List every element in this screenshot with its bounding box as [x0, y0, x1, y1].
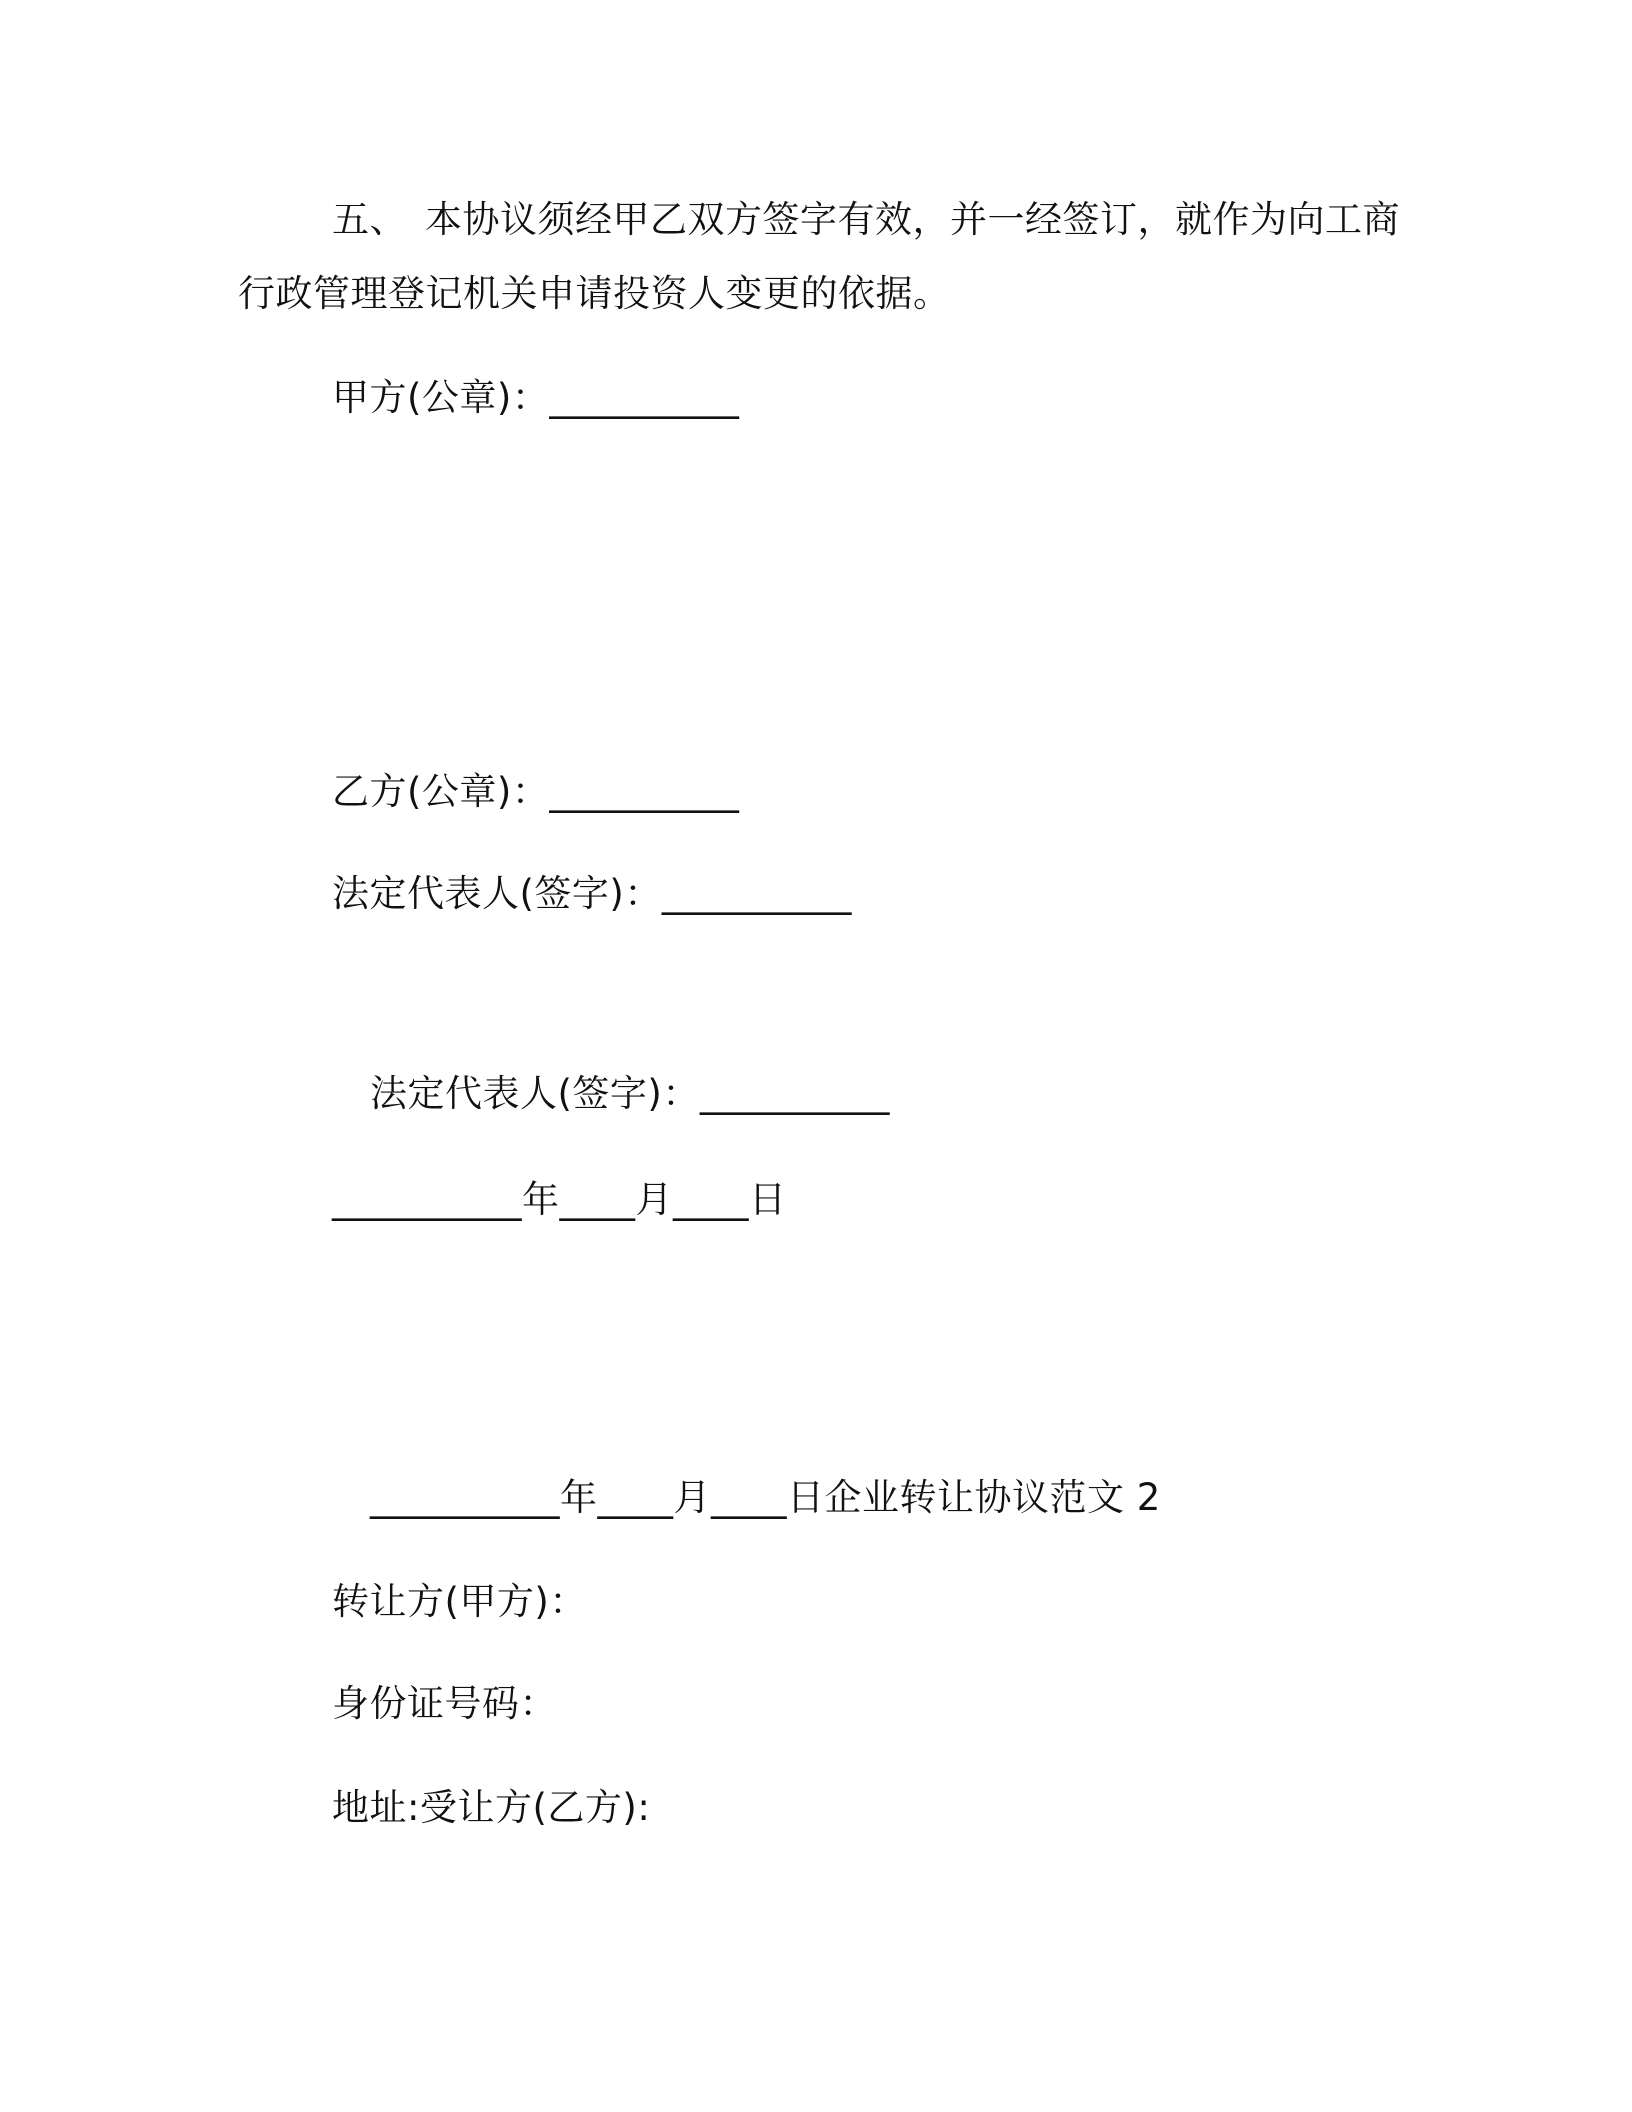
clause-5-number: 五、	[332, 198, 407, 241]
address-transferee-line: 地址:受让方(乙方):	[332, 1786, 651, 1829]
party-a-seal-line: 甲方(公章)：__________	[332, 376, 740, 419]
clause-5-line-2: 行政管理登记机关申请投资人变更的依据。	[238, 272, 951, 315]
id-number-line: 身份证号码：	[332, 1682, 557, 1725]
clause-5-line-1	[332, 196, 1400, 244]
legal-representative-line-1: 法定代表人(签字)：__________	[332, 872, 852, 915]
date-and-title-line: __________年____月____日企业转让协议范文 2	[370, 1476, 1161, 1519]
clause-5-text-line-1: 本协议须经甲乙双方签字有效，并一经签订，就作为向工商	[425, 198, 1400, 241]
party-b-seal-line: 乙方(公章)：__________	[332, 770, 740, 813]
legal-representative-line-2: 法定代表人(签字)：__________	[370, 1072, 890, 1115]
date-line-1: __________年____月____日	[332, 1178, 787, 1221]
transferor-line: 转让方(甲方)：	[332, 1580, 587, 1623]
